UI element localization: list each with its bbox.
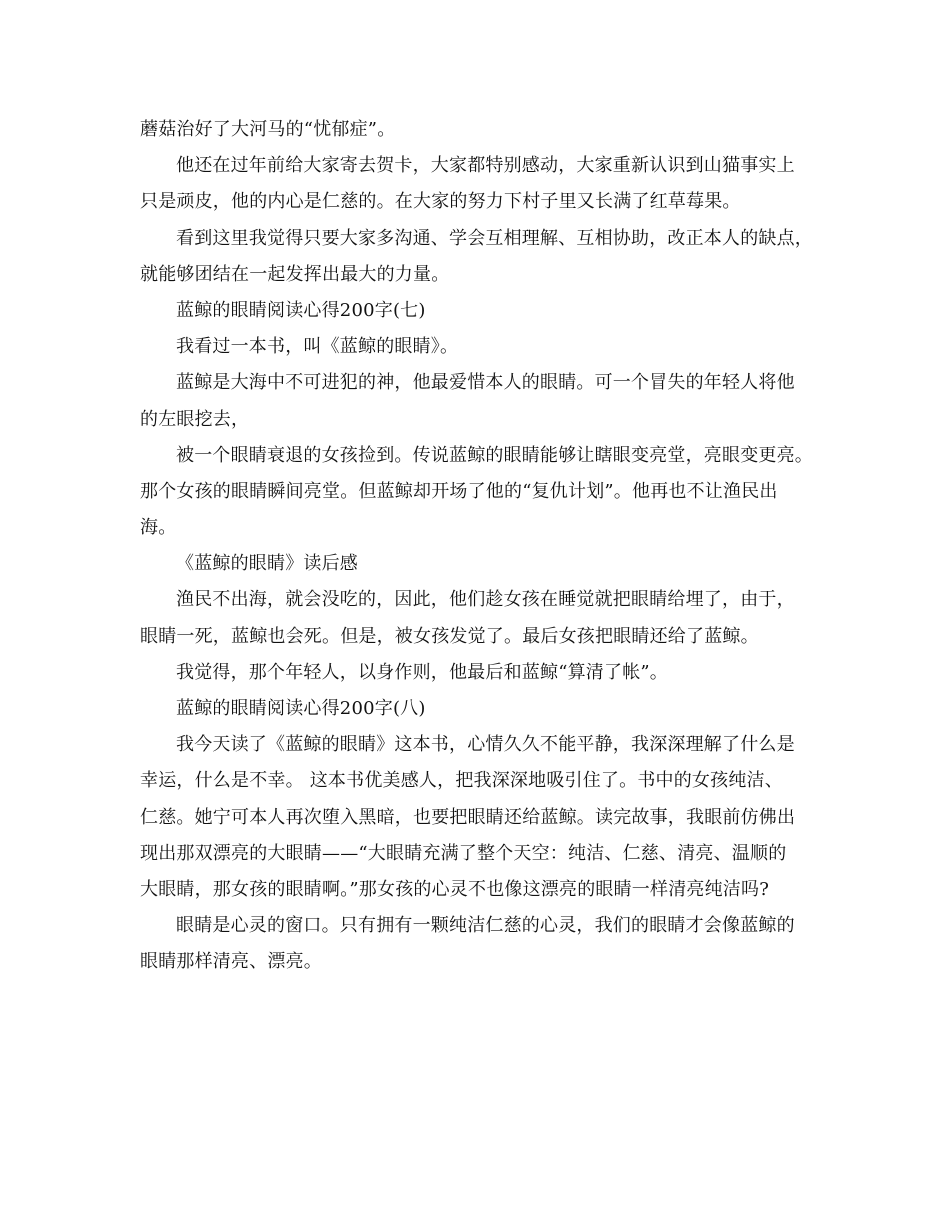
text-line: 眼睛一死，蓝鲸也会死。但是，被女孩发觉了。最后女孩把眼睛还给了蓝鲸。 (140, 625, 759, 647)
document-body (140, 112, 820, 981)
text-line: 仁慈。她宁可本人再次堕入黑暗，也要把眼睛还给蓝鲸。读完故事，我眼前仿佛出 (140, 806, 796, 828)
text-line: 蓝鲸是大海中不可进犯的神，他最爱惜本人的眼睛。可一个冒失的年轻人将他 (176, 372, 795, 394)
text-line: 只是顽皮，他的内心是仁慈的。在大家的努力下村子里又长满了红草莓果。 (140, 191, 741, 213)
text-line: 我看过一本书，叫《蓝鲸的眼睛》。 (176, 336, 459, 358)
text-line: 我觉得，那个年轻人，以身作则，他最后和蓝鲸“算清了帐”。 (176, 661, 669, 683)
text-line: 看到这里我觉得只要大家多沟通、学会互相理解、互相协助，改正本人的缺点， (176, 227, 813, 249)
text-line: 大眼睛，那女孩的眼睛啊。”那女孩的心灵不也像这漂亮的眼睛一样清亮纯洁吗? (140, 878, 770, 900)
text-line: 眼睛是心灵的窗口。只有拥有一颗纯洁仁慈的心灵，我们的眼睛才会像蓝鲸的 (176, 915, 795, 937)
text-line: 蘑菇治好了大河马的“忧郁症”。 (140, 119, 396, 140)
text-line: 眼睛那样清亮、漂亮。 (140, 951, 322, 973)
text-line: 渔民不出海，就会没吃的，因此，他们趁女孩在睡觉就把眼睛给埋了，由于， (176, 589, 795, 611)
text-line: 被一个眼睛衰退的女孩捡到。传说蓝鲸的眼睛能够让瞎眼变亮堂，亮眼变更亮。 (176, 444, 813, 466)
section-heading: 蓝鲸的眼睛阅读心得200字(八) (176, 698, 426, 719)
text-line: 的左眼挖去， (140, 408, 250, 430)
text-line: 我今天读了《蓝鲸的眼睛》这本书，心情久久不能平静，我深深理解了什么是 (176, 734, 795, 756)
text-line: 海。 (140, 517, 177, 539)
text-line: 他还在过年前给大家寄去贺卡，大家都特别感动，大家重新认识到山猫事实上 (176, 155, 795, 177)
text-line: 幸运，什么是不幸。 这本书优美感人，把我深深地吸引住了。书中的女孩纯洁、 (140, 770, 783, 792)
text-line: 那个女孩的眼睛瞬间亮堂。但蓝鲸却开场了他的“复仇计划”。他再也不让渔民出 (140, 480, 778, 502)
section-heading: 蓝鲸的眼睛阅读心得200字(七) (176, 299, 426, 321)
text-line: 就能够团结在一起发挥出最大的力量。 (140, 263, 450, 285)
section-heading: 《蓝鲸的眼睛》读后感 (176, 553, 358, 575)
text-line: 现出那双漂亮的大眼睛——“大眼睛充满了整个天空：纯洁、仁慈、清亮、温顺的 (140, 842, 787, 864)
